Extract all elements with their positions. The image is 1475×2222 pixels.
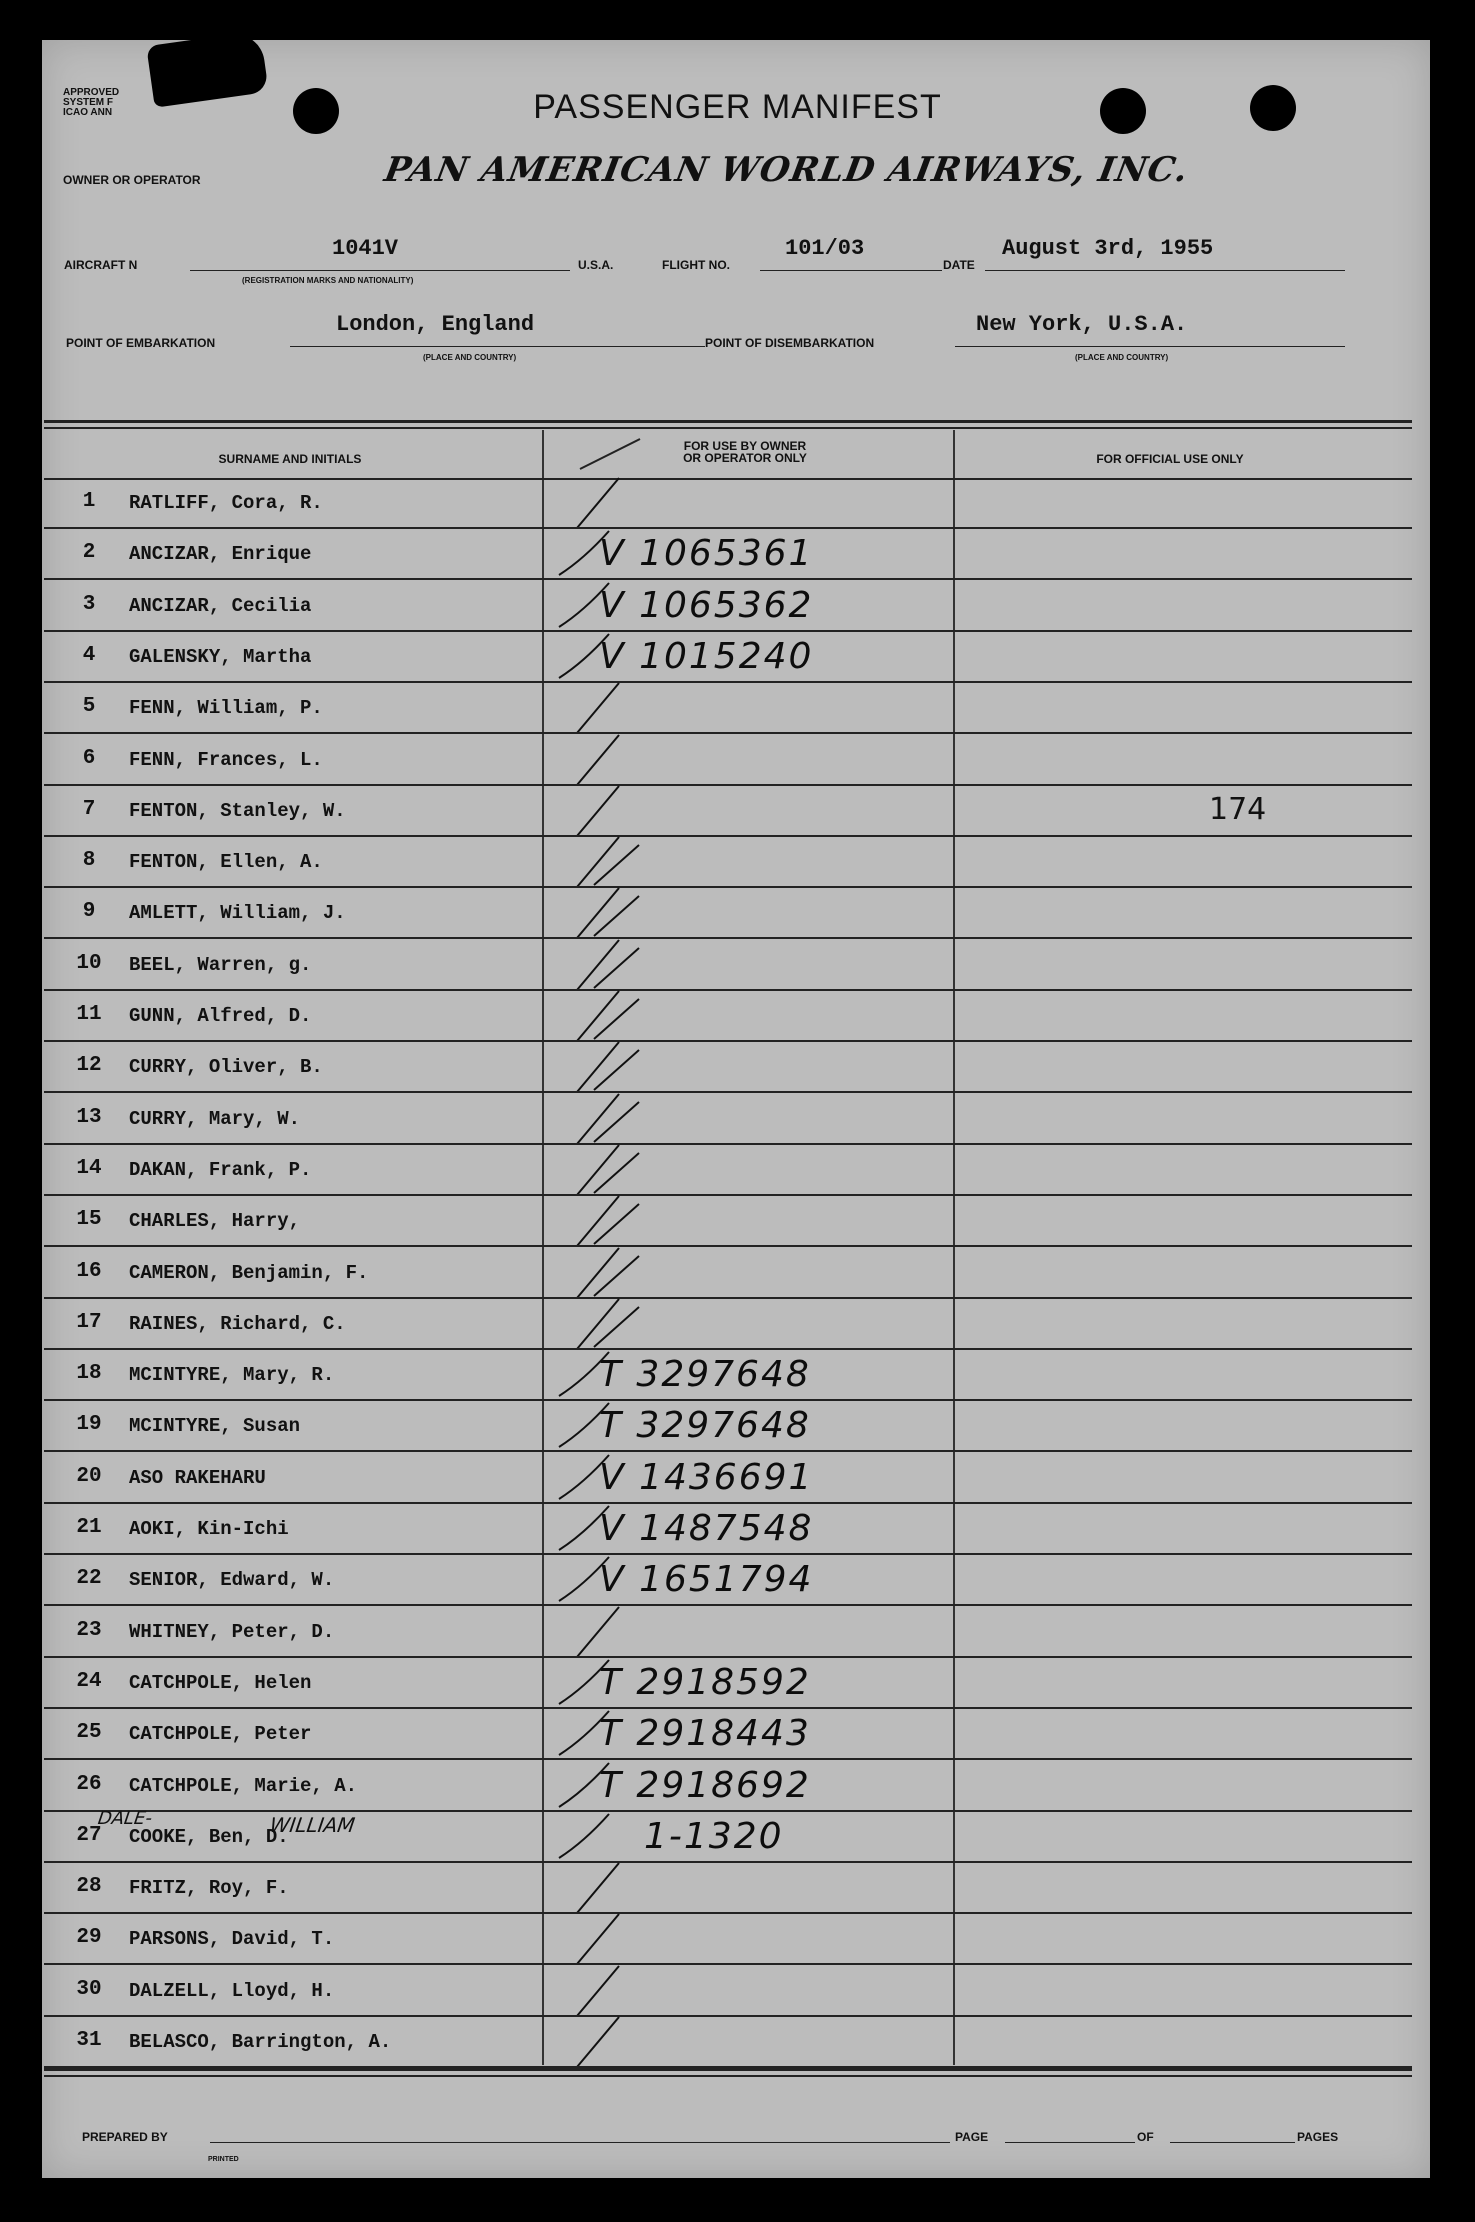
- aircraft-label: AIRCRAFT N: [64, 258, 138, 272]
- row-number: 29: [76, 1926, 102, 1950]
- row-number: 3: [82, 592, 96, 616]
- table-row: [44, 1761, 1412, 1812]
- handwritten-annotation: WILLIAM: [268, 1813, 357, 1837]
- table-row: [44, 632, 1412, 683]
- row-number: 6: [82, 746, 96, 770]
- approved-line: SYSTEM F: [63, 97, 114, 108]
- passenger-name: COOKE, Ben, D.: [129, 1825, 289, 1848]
- passenger-name: FENN, William, P.: [129, 697, 323, 720]
- table-row: [44, 1248, 1412, 1299]
- passenger-name: DAKAN, Frank, P.: [129, 1158, 312, 1181]
- passenger-name: AOKI, Kin-Ichi: [129, 1518, 289, 1540]
- passenger-name: SENIOR, Edward, W.: [129, 1569, 335, 1592]
- date-value: August 3rd, 1955: [1002, 236, 1214, 261]
- row-number: 7: [82, 797, 96, 821]
- table-row: [44, 1145, 1412, 1196]
- passenger-name: WHITNEY, Peter, D.: [129, 1620, 335, 1643]
- disembark-sublabel: (PLACE AND COUNTRY): [1075, 353, 1169, 362]
- row-number: 28: [76, 1875, 102, 1899]
- table-row: [44, 1607, 1412, 1658]
- table-row: [44, 478, 1412, 529]
- passenger-name: RAINES, Richard, C.: [129, 1312, 346, 1335]
- document-number: T 3297648: [599, 1354, 811, 1396]
- document-number: T 2918592: [599, 1661, 811, 1703]
- table-row: [44, 581, 1412, 632]
- document-number: T 2918692: [599, 1764, 811, 1806]
- row-number: 23: [76, 1618, 102, 1642]
- row-number: 18: [76, 1362, 102, 1386]
- table-row: [44, 1453, 1412, 1504]
- table-row: [44, 2017, 1412, 2068]
- row-number: 5: [82, 695, 96, 719]
- embark-sublabel: (PLACE AND COUNTRY): [423, 353, 517, 362]
- usa-label: U.S.A.: [578, 258, 614, 272]
- passenger-name: FENTON, Stanley, W.: [129, 799, 346, 822]
- official-use-entry: 174: [1209, 791, 1267, 827]
- prepared-by-label: PREPARED BY: [82, 2130, 168, 2144]
- table-row: [44, 735, 1412, 786]
- passenger-name: FRITZ, Roy, F.: [129, 1877, 289, 1900]
- table-top-rule-2: [44, 427, 1412, 429]
- approved-line: ICAO ANN: [63, 107, 113, 118]
- row-number: 25: [76, 1721, 102, 1745]
- row-number: 20: [76, 1464, 102, 1488]
- row-number: 21: [76, 1516, 102, 1539]
- passenger-name: AMLETT, William, J.: [129, 902, 346, 925]
- row-number: 14: [76, 1156, 102, 1180]
- passenger-name: BELASCO, Barrington, A.: [129, 2031, 392, 2053]
- page-label: PAGE: [955, 2130, 989, 2144]
- flight-underline: [760, 270, 942, 271]
- embark-underline: [290, 346, 705, 347]
- table-row: [44, 1658, 1412, 1709]
- row-number: 1: [82, 490, 96, 513]
- document-number: V 1015240: [599, 635, 814, 677]
- flight-value: 101/03: [785, 236, 865, 261]
- passenger-name: CATCHPOLE, Marie, A.: [129, 1774, 358, 1797]
- passenger-name: CURRY, Oliver, B.: [129, 1056, 323, 1079]
- table-row: [44, 1914, 1412, 1965]
- official-header: FOR OFFICIAL USE ONLY: [1096, 452, 1244, 466]
- passenger-name: BEEL, Warren, g.: [129, 953, 312, 976]
- table-row: [44, 1966, 1412, 2017]
- row-number: 22: [76, 1567, 102, 1591]
- owner-label: OWNER OR OPERATOR: [63, 173, 201, 187]
- row-number: 11: [76, 1003, 102, 1026]
- row-number: 27: [76, 1823, 102, 1847]
- table-row: [44, 1196, 1412, 1247]
- of-line: [1170, 2142, 1295, 2143]
- passenger-name: DALZELL, Lloyd, H.: [129, 1979, 335, 2002]
- table-row: [44, 837, 1412, 888]
- table-row: [44, 1709, 1412, 1760]
- disembark-value: New York, U.S.A.: [976, 312, 1188, 337]
- passenger-name: ANCIZAR, Enrique: [129, 543, 312, 566]
- table-bottom-rule: [44, 2068, 1412, 2071]
- passenger-name: RATLIFF, Cora, R.: [129, 492, 323, 514]
- passenger-name: CURRY, Mary, W.: [129, 1107, 301, 1130]
- disembark-label: POINT OF DISEMBARKATION: [705, 336, 875, 350]
- row-number: 8: [82, 849, 96, 873]
- row-number: 16: [76, 1259, 102, 1283]
- row-number: 15: [76, 1208, 102, 1232]
- passenger-name: FENN, Frances, L.: [129, 748, 323, 771]
- passenger-name: GALENSKY, Martha: [129, 645, 312, 668]
- aircraft-value: 1041V: [332, 236, 399, 261]
- pages-label: PAGES: [1297, 2130, 1339, 2144]
- prepared-by-line: [210, 2142, 950, 2143]
- table-row: [44, 991, 1412, 1042]
- passenger-name: MCINTYRE, Susan: [129, 1415, 301, 1438]
- document-number: V 1487548: [599, 1508, 814, 1549]
- owner-use-header: [620, 440, 870, 464]
- of-label: OF: [1137, 2130, 1154, 2144]
- table-row: [44, 1504, 1412, 1555]
- page-title: PASSENGER MANIFEST: [533, 88, 942, 126]
- aircraft-sublabel: (REGISTRATION MARKS AND NATIONALITY): [242, 276, 414, 285]
- table-row: [44, 1094, 1412, 1145]
- document-number: V 1065361: [599, 533, 814, 575]
- table-row: [44, 1401, 1412, 1452]
- table-row: [44, 786, 1412, 837]
- document-number: V 1436691: [599, 1456, 814, 1498]
- row-number: 24: [76, 1669, 102, 1693]
- document-number: V 1651794: [599, 1559, 814, 1601]
- handwritten-annotation: DALE-: [96, 1808, 154, 1829]
- table-top-rule: [44, 420, 1412, 423]
- flight-label: FLIGHT NO.: [662, 258, 730, 272]
- table-row: [44, 940, 1412, 991]
- document-number: T 2918443: [599, 1713, 811, 1755]
- passenger-name: ASO RAKEHARU: [129, 1466, 266, 1489]
- passenger-name: GUNN, Alfred, D.: [129, 1005, 312, 1027]
- table-row: [44, 1812, 1412, 1863]
- row-number: 26: [76, 1772, 102, 1796]
- printed-mark: PRINTED: [208, 2156, 239, 2163]
- document-number: V 1065362: [599, 584, 814, 626]
- disembark-underline: [955, 346, 1345, 347]
- passenger-name: CATCHPOLE, Helen: [129, 1671, 312, 1694]
- table-row: [44, 1863, 1412, 1914]
- page-line: [1005, 2142, 1135, 2143]
- table-row: [44, 529, 1412, 580]
- date-underline: [985, 270, 1345, 271]
- embark-value: London, England: [336, 312, 535, 337]
- row-number: 4: [82, 643, 96, 667]
- table-row: [44, 1299, 1412, 1350]
- passenger-name: PARSONS, David, T.: [129, 1928, 335, 1951]
- table-bottom-rule-2: [44, 2075, 1412, 2077]
- embark-label: POINT OF EMBARKATION: [66, 336, 216, 350]
- aircraft-underline: [190, 270, 570, 271]
- passenger-name: FENTON, Ellen, A.: [129, 851, 323, 874]
- passenger-name: CATCHPOLE, Peter: [129, 1723, 312, 1746]
- row-number: 2: [82, 541, 96, 565]
- passenger-name: ANCIZAR, Cecilia: [129, 594, 312, 617]
- table-row: [44, 1042, 1412, 1093]
- passenger-name: CHARLES, Harry,: [129, 1210, 301, 1233]
- surname-header: SURNAME AND INITIALS: [218, 452, 362, 466]
- table-row: [44, 683, 1412, 734]
- check-mark-icon: [539, 2007, 659, 2073]
- row-number: 31: [76, 2029, 102, 2052]
- row-number: 30: [76, 1977, 102, 2001]
- table-row: [44, 888, 1412, 939]
- row-number: 9: [82, 900, 96, 924]
- owner-use-line: FOR USE BY OWNER: [683, 439, 807, 453]
- document-number: 1-1320: [644, 1815, 784, 1857]
- row-number: 13: [76, 1105, 102, 1129]
- passenger-name: MCINTYRE, Mary, R.: [129, 1364, 335, 1387]
- airline-name: PAN AMERICAN WORLD AIRWAYS, INC.: [381, 150, 1192, 190]
- row-number: 12: [76, 1054, 102, 1078]
- row-number: 19: [76, 1413, 102, 1437]
- passenger-name: CAMERON, Benjamin, F.: [129, 1261, 369, 1284]
- table-row: [44, 1350, 1412, 1401]
- document-number: T 3297648: [599, 1405, 811, 1447]
- date-label: DATE: [943, 258, 975, 272]
- row-number: 17: [76, 1310, 102, 1334]
- table-row: [44, 1555, 1412, 1606]
- owner-use-line: OR OPERATOR ONLY: [683, 451, 807, 465]
- approved-line: APPROVED: [63, 87, 120, 98]
- row-number: 10: [76, 951, 102, 975]
